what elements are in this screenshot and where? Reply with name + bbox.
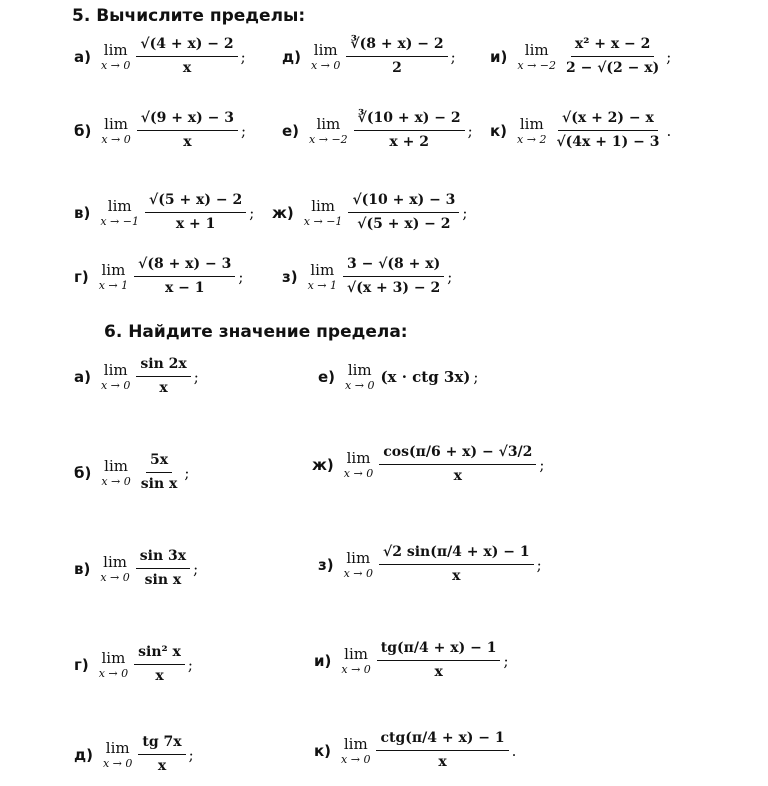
punctuation: ; [241,121,247,140]
numerator: √(9 + x) − 3 [137,110,238,131]
fraction [376,730,508,771]
problem-5zh [272,192,467,233]
punctuation: ; [450,47,456,66]
numerator: 5x [146,452,172,473]
punctuation: ; [193,367,199,386]
fraction [136,36,237,77]
denominator: x [182,60,192,76]
punctuation: ; [240,47,246,66]
denominator: x [453,468,462,484]
fraction [348,192,459,233]
fraction [137,452,182,493]
numerator: tg 7x [138,734,185,755]
numerator: √2 sin(π/4 + x) − 1 [379,544,534,565]
denominator: x [157,758,167,774]
problem-label: б) [74,121,92,140]
denominator: x [183,134,192,150]
fraction [343,256,444,297]
problem-label: в) [74,559,91,578]
problem-6zh [312,444,544,485]
problem-6b [74,452,189,493]
denominator: x − 1 [164,280,205,296]
numerator: x² + x − 2 [571,36,655,57]
numerator: sin² x [134,644,185,665]
limit: lim x → 0 [100,40,131,72]
punctuation: ; [473,368,479,386]
problem-6e [318,362,478,392]
denominator: x [159,380,168,396]
limit: lim x → −2 [309,114,348,146]
fraction [379,444,536,485]
limit: lim x → −1 [100,196,139,228]
limit: lim x → 0 [100,360,131,392]
fraction [562,36,663,77]
punctuation: ; [666,47,672,66]
denominator: x + 2 [389,134,429,150]
problem-5a [74,36,246,77]
punctuation: . [511,741,517,760]
denominator: 2 [392,60,402,76]
fraction [354,110,465,151]
punctuation: ; [249,203,255,222]
denominator: x [155,668,164,684]
fraction [136,356,190,397]
problem-5g [74,256,243,297]
numerator: √(4 + x) − 2 [136,36,237,57]
fraction [136,548,190,589]
problem-label: а) [74,367,91,386]
problem-5e [282,110,473,151]
problem-label: д) [282,47,301,66]
fraction [377,640,501,681]
problem-label: к) [490,121,508,140]
limit: lim x → 0 [343,448,374,480]
problem-6g [74,644,193,685]
problem-5z [282,256,452,297]
limit: lim x → 1 [307,260,337,292]
numerator: tg(π/4 + x) − 1 [377,640,501,661]
limit: lim x → 0 [341,644,371,676]
problem-label: и) [314,651,332,670]
limit: lim x → −2 [517,40,557,72]
numerator: cos(π/6 + x) − √3/2 [379,444,536,465]
fraction [145,192,246,233]
problem-5d [282,36,456,77]
problem-label: б) [74,463,92,482]
problem-6z [318,544,542,585]
problem-label: к) [314,741,332,760]
limit: lim x → 0 [101,114,131,146]
fraction [379,544,534,585]
punctuation: ; [184,463,190,482]
limit: lim x → 2 [517,114,547,146]
problem-label: и) [490,47,508,66]
numerator: √(5 + x) − 2 [145,192,246,213]
limit: lim x → 0 [341,734,371,766]
section-5-title: 5. Вычислите пределы: [72,6,306,26]
problem-6i [314,640,509,681]
punctuation: ; [462,203,468,222]
problem-label: г) [74,267,89,286]
fraction [137,110,238,151]
numerator: ctg(π/4 + x) − 1 [376,730,508,751]
punctuation: ; [187,655,193,674]
problem-label: е) [318,368,336,386]
punctuation: ; [447,267,453,286]
denominator: x + 1 [175,216,216,232]
fraction [346,36,447,77]
punctuation: ; [193,559,199,578]
problem-label: а) [74,47,91,66]
numerator: √(x + 2) − x [558,110,658,131]
numerator: √(8 + x) − 3 [134,256,235,277]
limit: lim x → 0 [98,648,129,680]
denominator: sin x [140,476,178,492]
expression: (x · ctg 3x) [380,368,471,386]
denominator: x [438,754,447,770]
denominator: sin x [144,572,182,588]
punctuation: ; [539,455,545,474]
punctuation: ; [188,745,194,764]
problem-6d [74,734,194,775]
numerator: 3 − √(8 + x) [343,256,444,277]
problem-label: ж) [272,203,294,222]
denominator: √(x + 3) − 2 [347,280,441,296]
problem-5i [490,36,671,77]
numerator: sin 2x [136,356,190,377]
punctuation: ; [238,267,244,286]
punctuation: ; [467,121,473,140]
numerator: ∛(10 + x) − 2 [354,110,465,131]
limit: lim x → 1 [98,260,129,292]
limit: lim x → 0 [310,40,341,72]
problem-label: е) [282,121,300,140]
limit: lim x → 0 [101,456,131,488]
fraction [138,734,185,775]
limit: lim x → 0 [345,361,375,392]
limit: lim x → −1 [303,196,343,228]
problem-5b [74,110,246,151]
problem-5k [490,110,671,151]
limit: lim x → 0 [102,738,133,770]
problem-label: г) [74,655,89,674]
problem-label: в) [74,203,91,222]
problem-label: д) [74,745,93,764]
fraction [134,256,235,297]
limit: lim x → 0 [343,548,373,580]
punctuation: ; [503,651,509,670]
problem-6k [314,730,516,771]
denominator: 2 − √(2 − x) [566,60,660,76]
denominator: x [434,664,443,680]
denominator: √(4x + 1) − 3 [556,134,660,150]
numerator: ∛(8 + x) − 2 [346,36,447,57]
section-6-title: 6. Найдите значение предела: [104,322,408,342]
problem-6v [74,548,198,589]
numerator: √(10 + x) − 3 [348,192,459,213]
punctuation: ; [536,555,542,574]
limit: lim x → 0 [100,552,130,584]
problem-label: з) [318,555,334,574]
problem-5v [74,192,254,233]
problem-label: з) [282,267,298,286]
problem-6a [74,356,199,397]
denominator: √(5 + x) − 2 [357,216,451,232]
numerator: sin 3x [136,548,190,569]
denominator: x [452,568,461,584]
fraction [552,110,663,151]
problem-label: ж) [312,455,334,474]
punctuation: . [666,121,672,140]
fraction [134,644,185,685]
